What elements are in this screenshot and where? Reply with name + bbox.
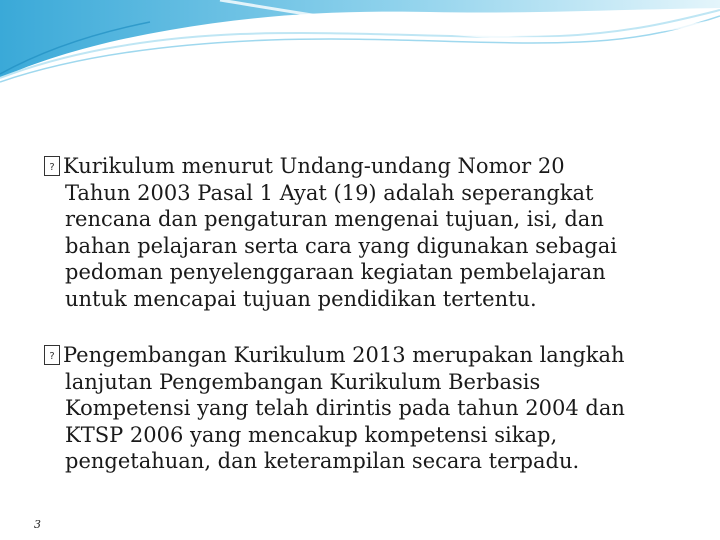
bullet-paragraph-1	[44, 153, 684, 312]
bullet-line: KTSP 2006 yang mencakup kompetensi sikap,	[65, 422, 558, 447]
bullet-line: untuk mencapai tujuan pendidikan tertentu.	[65, 286, 537, 311]
svg-text:?: ?	[49, 162, 55, 173]
bullet-line: pengetahuan, dan keterampilan secara terpadu.	[65, 449, 580, 473]
bullet-line	[44, 153, 684, 180]
bullet-line: lanjutan Pengembangan Kurikulum Berbasis	[65, 369, 541, 394]
bullet-line: Kompetensi yang telah dirintis pada tahun 2004 dan	[65, 396, 625, 420]
bullet-icon	[44, 156, 60, 176]
header-wave-decoration	[0, 0, 720, 90]
bullet-text: Kurikulum menurut Undang-undang Nomor 20	[63, 154, 565, 178]
svg-text:?: ?	[49, 351, 55, 362]
bullet-line: Tahun 2003 Pasal 1 Ayat (19) adalah seperangkat	[65, 180, 594, 205]
bullet-line: pedoman penyelenggaraan kegiatan pembelajaran	[65, 260, 606, 284]
bullet-line: rencana dan pengaturan mengenai tujuan, isi, dan	[65, 207, 604, 231]
bullet-line	[44, 342, 684, 369]
bullet-line: bahan pelajaran serta cara yang digunakan sebagai	[65, 233, 617, 258]
bullet-icon	[44, 345, 60, 365]
bullet-text: Pengembangan Kurikulum 2013 merupakan langkah	[63, 343, 625, 367]
slide-number: 3	[34, 518, 41, 531]
bullet-paragraph-2	[44, 342, 684, 475]
